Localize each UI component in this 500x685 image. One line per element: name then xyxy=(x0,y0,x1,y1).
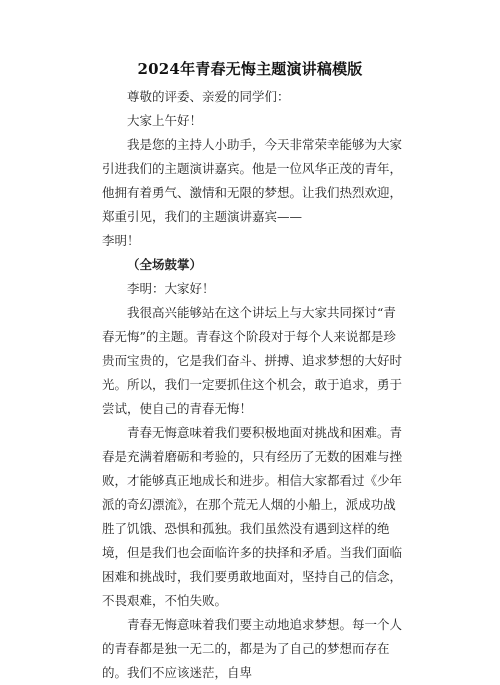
speaker-greeting-paragraph: 李明：大家好！ xyxy=(127,281,215,296)
speaker-name-paragraph: 李明！ xyxy=(102,233,140,248)
face-challenges-paragraph: 青春无悔意味着我们要积极地面对挑战和困难。青春是充满着磨砺和考验的，只有经历了无数的困难与挫败，才能够真正地成长和进步。相信大家都看过《少年派的奇幻漂流》，在那个荒无人烟的小船上，派成功战胜了饥饿、恐惧和孤独。我们虽然没有遇到这样的绝境，但是我们也会面临许多的抉择和矛盾。当我们面临困难和挑战时，我们要勇敢地面对，坚持自己的信念，不畏艰难，不怕失败。 xyxy=(102,425,403,608)
document-title: 2024年青春无悔主题演讲稿模版 xyxy=(137,60,363,78)
greeting-paragraph: 大家上午好！ xyxy=(127,113,203,128)
salutation-paragraph: 尊敬的评委、亲爱的同学们： xyxy=(127,89,290,104)
host-introduction-paragraph: 我是您的主持人小助手，今天非常荣幸能够为大家引进我们的主题演讲嘉宾。他是一位风华正茂的青年，他拥有着勇气、激情和无限的梦想。让我们热烈欢迎，郑重引见，我们的主题演讲嘉宾—— xyxy=(102,137,403,224)
applause-note-paragraph: （全场鼓掌） xyxy=(127,257,203,272)
pursue-dreams-paragraph: 青春无悔意味着我们要主动地追求梦想。每一个人的青春都是独一无二的，都是为了自己的梦想而存在的。我们不应该迷茫，自卑 xyxy=(102,617,403,680)
theme-introduction-paragraph: 我很高兴能够站在这个讲坛上与大家共同探讨“青春无悔”的主题。青春这个阶段对于每个人来说都是珍贵而宝贵的，它是我们奋斗、拼搏、追求梦想的大好时光。所以，我们一定要抓住这个机会，敢于追求，勇于尝试，使自己的青春无悔！ xyxy=(102,305,403,416)
document-body xyxy=(102,85,402,685)
